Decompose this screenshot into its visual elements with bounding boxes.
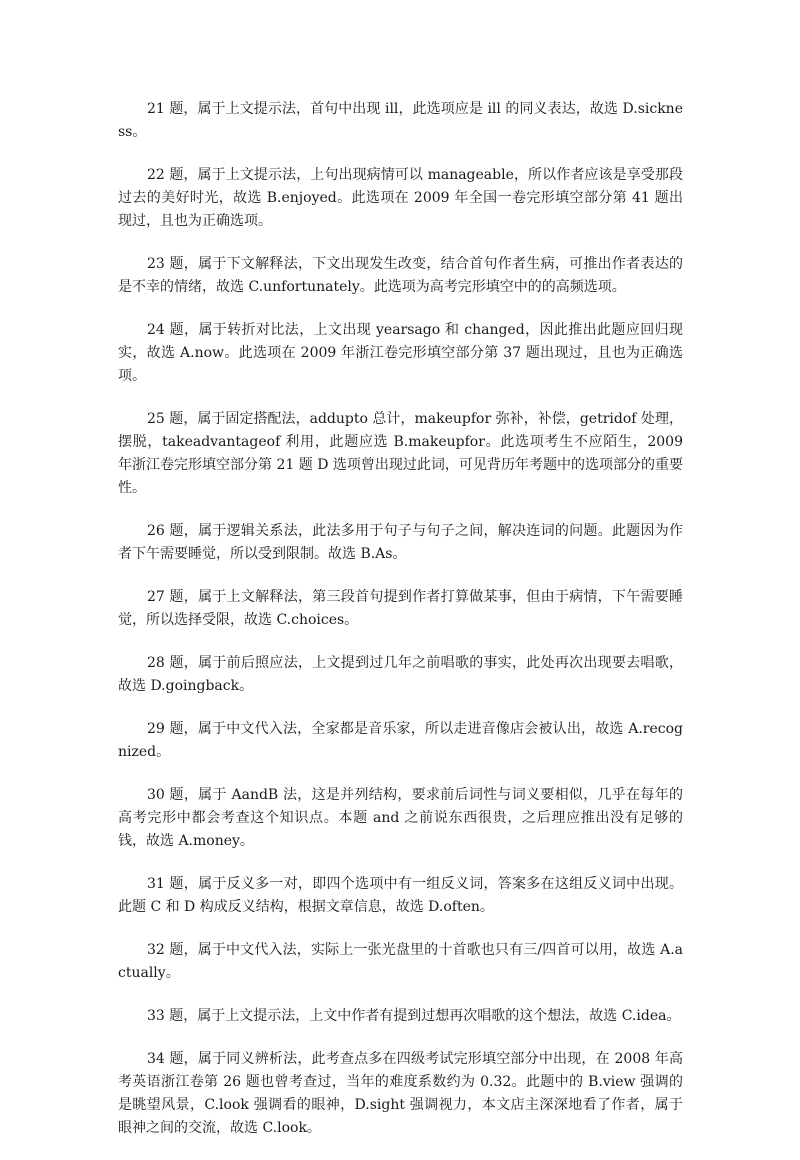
- paragraph-q25: 25 题，属于固定搭配法，addupto 总计，makeupfor 弥补，补偿，getridof 处理，摆脱，takeadvantageof 利用，此题应选 B.makeupfor。此选项考生不应陌生，2009 年浙江卷完形填空部分第 21 题 D 选项曾出现过此词，可见背历年考题中的选项部分的重要性。: [118, 411, 683, 496]
- paragraph-q21: 21 题，属于上文提示法，首句中出现 ill，此选项应是 ill 的同义表达，故选 D.sickness。: [118, 101, 683, 140]
- paragraph-q30: 30 题，属于 AandB 法，这是并列结构，要求前后词性与词义要相似，几乎在每年的高考完形中都会考查这个知识点。本题 and 之前说东西很贵，之后理应推出没有足够的钱，故选 A.money。: [118, 787, 683, 849]
- paragraph-q26: 26 题，属于逻辑关系法，此法多用于句子与句子之间，解决连词的问题。此题因为作者下午需要睡觉，所以受到限制。故选 B.As。: [118, 523, 683, 562]
- paragraph-q24: 24 题，属于转折对比法，上文出现 yearsago 和 changed，因此推出此题应回归现实，故选 A.now。此选项在 2009 年浙江卷完形填空部分第 37 题出现过，且也为正确选项。: [118, 322, 683, 384]
- paragraph-q34: 34 题，属于同义辨析法，此考查点多在四级考试完形填空部分中出现，在 2008 年高考英语浙江卷第 26 题也曾考查过，当年的难度系数约为 0.32。此题中的 B.view 强调的是眺望风景，C.look 强调看的眼神，D.sight 强调视力，本文店主深深地看了作者，属于眼神之间的交流，故选 C.look。: [118, 1051, 683, 1136]
- document-body: [118, 98, 683, 1160]
- paragraph-q32: 32 题，属于中文代入法，实际上一张光盘里的十首歌也只有三/四首可以用，故选 A.actually。: [118, 942, 683, 981]
- paragraph-q27: 27 题，属于上文解释法，第三段首句提到作者打算做某事，但由于病情，下午需要睡觉，所以选择受限，故选 C.choices。: [118, 589, 683, 628]
- paragraph-q23: 23 题，属于下文解释法，下文出现发生改变，结合首句作者生病，可推出作者表达的是不幸的情绪，故选 C.unfortunately。此选项为高考完形填空中的的高频选项。: [118, 256, 683, 295]
- paragraph-q33: 33 题，属于上文提示法，上文中作者有提到过想再次唱歌的这个想法，故选 C.idea。: [147, 1008, 681, 1024]
- paragraph-q28: 28 题，属于前后照应法，上文提到过几年之前唱歌的事实，此处再次出现要去唱歌，故选 D.goingback。: [118, 655, 683, 694]
- paragraph-q22: 22 题，属于上文提示法，上句出现病情可以 manageable，所以作者应该是享受那段过去的美好时光，故选 B.enjoyed。此选项在 2009 年全国一卷完形填空部分第 41 题出现过，且也为正确选项。: [118, 167, 683, 229]
- paragraph-q31: 31 题，属于反义多一对，即四个选项中有一组反义词，答案多在这组反义词中出现。此题 C 和 D 构成反义结构，根据文章信息，故选 D.often。: [118, 876, 683, 915]
- paragraph-q29: 29 题，属于中文代入法，全家都是音乐家，所以走进音像店会被认出，故选 A.recognized。: [118, 721, 683, 760]
